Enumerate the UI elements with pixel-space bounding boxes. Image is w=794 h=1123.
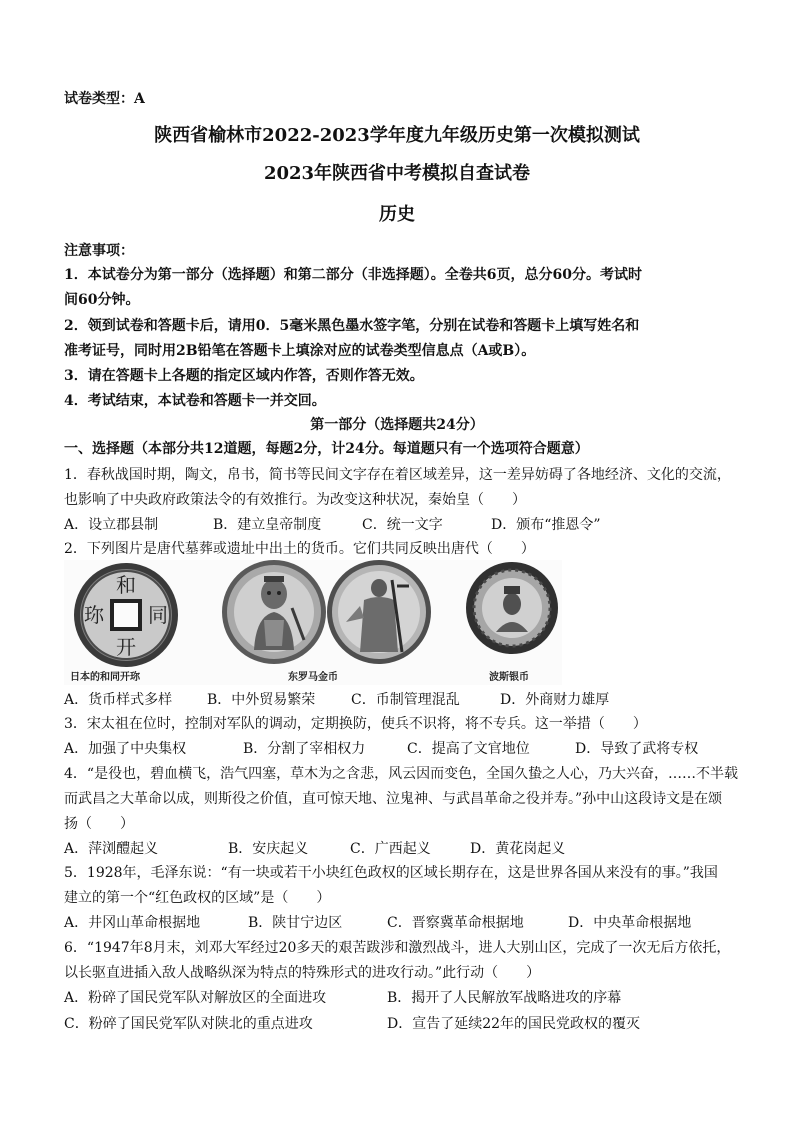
- question-text: 而武昌之大革命以成，则斯役之价值，直可惊天地、泣鬼神、与武昌革命之役并寿。”孙中山这段诗文是在颂: [64, 791, 723, 807]
- section-title: 一、选择题（本部分共12道题，每题2分，计24分。每道题只有一个选项符合题意）: [64, 441, 589, 457]
- coin-figure: [64, 560, 562, 685]
- question-text: 扬（ ）: [64, 816, 134, 832]
- option-c: C．提高了文官地位: [407, 741, 530, 757]
- option-d: D．导致了武将专权: [575, 741, 699, 757]
- option-c: C．晋察冀革命根据地: [387, 915, 524, 931]
- option-c: C．统一文字: [362, 517, 443, 533]
- question-text: 1．春秋战国时期，陶文，帛书，简书等民间文字存在着区域差异，这一差异妨碍了各地经济、文化的交流，: [64, 467, 731, 483]
- option-b: B．陕甘宁边区: [248, 915, 343, 931]
- notice-heading: 注意事项：: [64, 243, 134, 259]
- option-a: A．井冈山革命根据地: [64, 915, 201, 931]
- caption-byzantine-gold: 东罗马金币: [288, 672, 338, 683]
- notice-line: 1．本试卷分为第一部分（选择题）和第二部分（非选择题）。全卷共6页，总分60分。考试时: [64, 267, 642, 283]
- byzantine-coin-reverse: [327, 560, 431, 664]
- question-text: 5．1928年，毛泽东说：“有一块或若干小块红色政权的区域长期存在，这是世界各国从来没有的事。”我国: [64, 865, 718, 881]
- coin-char: 和: [116, 573, 136, 597]
- option-b: B．安庆起义: [228, 841, 309, 857]
- notice-line: 4．考试结束，本试卷和答题卡一并交回。: [64, 393, 326, 409]
- paper-type: 试卷类型：A: [64, 91, 145, 107]
- question-text: 3．宋太祖在位时，控制对军队的调动，定期换防，使兵不识将，将不专兵。这一举措（ ）: [64, 716, 647, 732]
- option-d: D．宣告了延续22年的国民党政权的覆灭: [387, 1016, 641, 1032]
- option-a: A．货币样式多样: [64, 692, 173, 708]
- exam-title: 陕西省榆林市2022-2023学年度九年级历史第一次模拟测试: [154, 125, 640, 146]
- question-text: 也影响了中央政府政策法令的有效推行。为改变这种状况，秦始皇（ ）: [64, 492, 526, 508]
- option-b: B．中外贸易繁荣: [207, 692, 316, 708]
- notice-line: 2．领到试卷和答题卡后，请用0．5毫米黑色墨水签字笔，分别在试卷和答题卡上填写姓名和: [64, 318, 640, 334]
- option-b: B．揭开了人民解放军战略进攻的序幕: [387, 990, 622, 1006]
- option-b: B．建立皇帝制度: [213, 517, 322, 533]
- notice-line: 3．请在答题卡上各题的指定区域内作答，否则作答无效。: [64, 368, 424, 384]
- caption-wado-kaichin: 日本的和同开珎: [70, 672, 140, 683]
- option-d: D．外商财力雄厚: [500, 692, 610, 708]
- option-a: A．粉碎了国民党军队对解放区的全面进攻: [64, 990, 327, 1006]
- coin-char: 同: [148, 603, 168, 627]
- notice-line: 准考证号，同时用2B铅笔在答题卡上填涂对应的试卷类型信息点（A或B）。: [64, 343, 536, 359]
- wado-kaichin-coin: [74, 563, 178, 667]
- coin-char: 开: [116, 635, 136, 659]
- caption-persian-silver: 波斯银币: [489, 672, 529, 683]
- subject-title: 历史: [379, 204, 415, 225]
- option-c: C．广西起义: [350, 841, 431, 857]
- option-d: D．颁布“推恩令”: [491, 517, 601, 533]
- question-text: 以长驱直进插入敌人战略纵深为特点的特殊形式的进攻行动。”此行动（ ）: [64, 965, 541, 981]
- option-c: C．粉碎了国民党军队对陕北的重点进攻: [64, 1016, 313, 1032]
- option-d: D．黄花岗起义: [470, 841, 566, 857]
- option-d: D．中央革命根据地: [568, 915, 692, 931]
- option-c: C．币制管理混乱: [351, 692, 460, 708]
- part1-title: 第一部分（选择题共24分）: [310, 417, 484, 433]
- option-a: A．设立郡县制: [64, 517, 159, 533]
- option-b: B．分割了宰相权力: [243, 741, 366, 757]
- persian-silver-coin: [466, 562, 558, 654]
- question-text: 建立的第一个“红色政权的区域”是（ ）: [64, 890, 331, 906]
- question-text: 4．“是役也，碧血横飞，浩气四塞，草木为之含悲，风云因而变色，全国久蛰之人心，乃大兴奋，……不半载: [64, 766, 739, 782]
- notice-line: 间60分钟。: [64, 292, 140, 308]
- question-text: 6．“1947年8月末，刘邓大军经过20多天的艰苦跋涉和激烈战斗，进人大别山区，完成了一次无后方依托，: [64, 940, 731, 956]
- coin-images: [64, 560, 562, 685]
- option-a: A．加强了中央集权: [64, 741, 187, 757]
- question-text: 2．下列图片是唐代墓葬或遗址中出土的货币。它们共同反映出唐代（ ）: [64, 541, 535, 557]
- byzantine-coin-obverse: [222, 560, 326, 664]
- option-a: A．萍浏醴起义: [64, 841, 159, 857]
- exam-subtitle: 2023年陕西省中考模拟自查试卷: [263, 163, 531, 184]
- coin-char: 珎: [84, 603, 104, 627]
